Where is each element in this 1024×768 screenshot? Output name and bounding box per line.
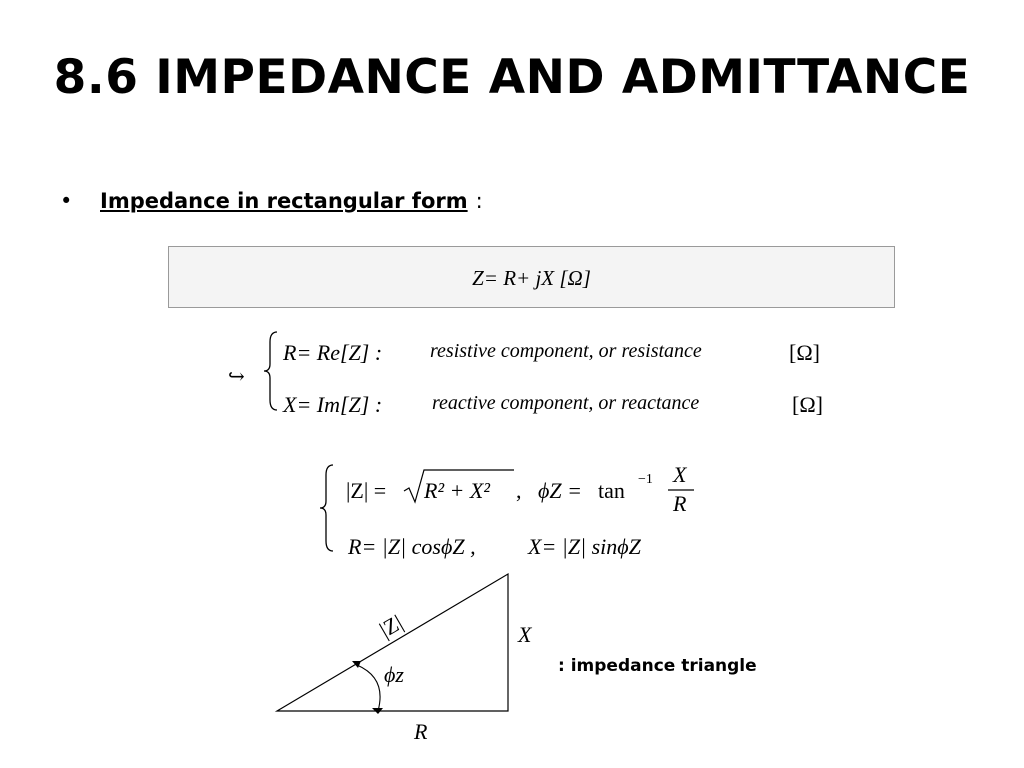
horizontal-label: R [414, 719, 428, 744]
bullet-item [60, 189, 483, 213]
X-polar-expression: X= |Z| sinϕZ [528, 534, 641, 559]
impedance-triangle-caption: : impedance triangle [558, 656, 757, 676]
polar-brace [318, 463, 338, 553]
magnitude-lhs: |Z| = [346, 478, 387, 503]
reactance-desc: reactive component, or reactance [432, 392, 700, 414]
reactance-unit: [Ω] [792, 392, 824, 417]
triangle-outline [277, 574, 508, 711]
bullet-colon: : [475, 189, 483, 213]
angle-numerator: X [673, 462, 687, 487]
hook-arrow-icon: ↪ [228, 364, 245, 388]
definitions-brace [262, 330, 282, 412]
main-formula: Z= R+ jX [Ω] [472, 266, 591, 290]
resistance-lhs: R= Re[Z] : [283, 340, 383, 365]
hypotenuse-label: |Z| [375, 609, 407, 643]
bullet-marker: • [60, 189, 73, 213]
angle-label: ϕz [384, 662, 404, 687]
angle-denominator: R [673, 491, 687, 516]
resistance-unit: [Ω] [789, 340, 821, 365]
reactance-lhs: X= Im[Z] : [283, 392, 383, 417]
angle-arc [357, 665, 380, 711]
angle-exponent: −1 [638, 472, 653, 487]
arc-arrowhead-top [352, 661, 361, 668]
angle-function: tan [598, 478, 625, 503]
resistance-desc: resistive component, or resistance [430, 340, 702, 362]
angle-lhs: ϕZ = [538, 478, 582, 503]
impedance-triangle [260, 568, 560, 748]
magnitude-radicand: R² + X² [424, 478, 490, 503]
slide: 8.6 IMPEDANCE AND ADMITTANCE • Impedance in rectangular form : Z= R+ jX [Ω] ↪ R= Re[Z] : resistive component, or resistance [Ω] X= Im[Z] : reactive component, or reactance [Ω] |Z| = R² + X² , ϕZ = tan −1 X R R= |Z| cosϕZ , X= |Z| sinϕZ |Z| X R ϕz : impedance triangle [0, 0, 1024, 768]
slide-title: 8.6 IMPEDANCE AND ADMITTANCE [53, 50, 971, 105]
R-polar-expression: R= |Z| cosϕZ , [348, 534, 476, 559]
vertical-label: X [518, 622, 532, 647]
bullet-label: Impedance in rectangular form [100, 189, 468, 213]
main-formula-box [168, 246, 895, 308]
